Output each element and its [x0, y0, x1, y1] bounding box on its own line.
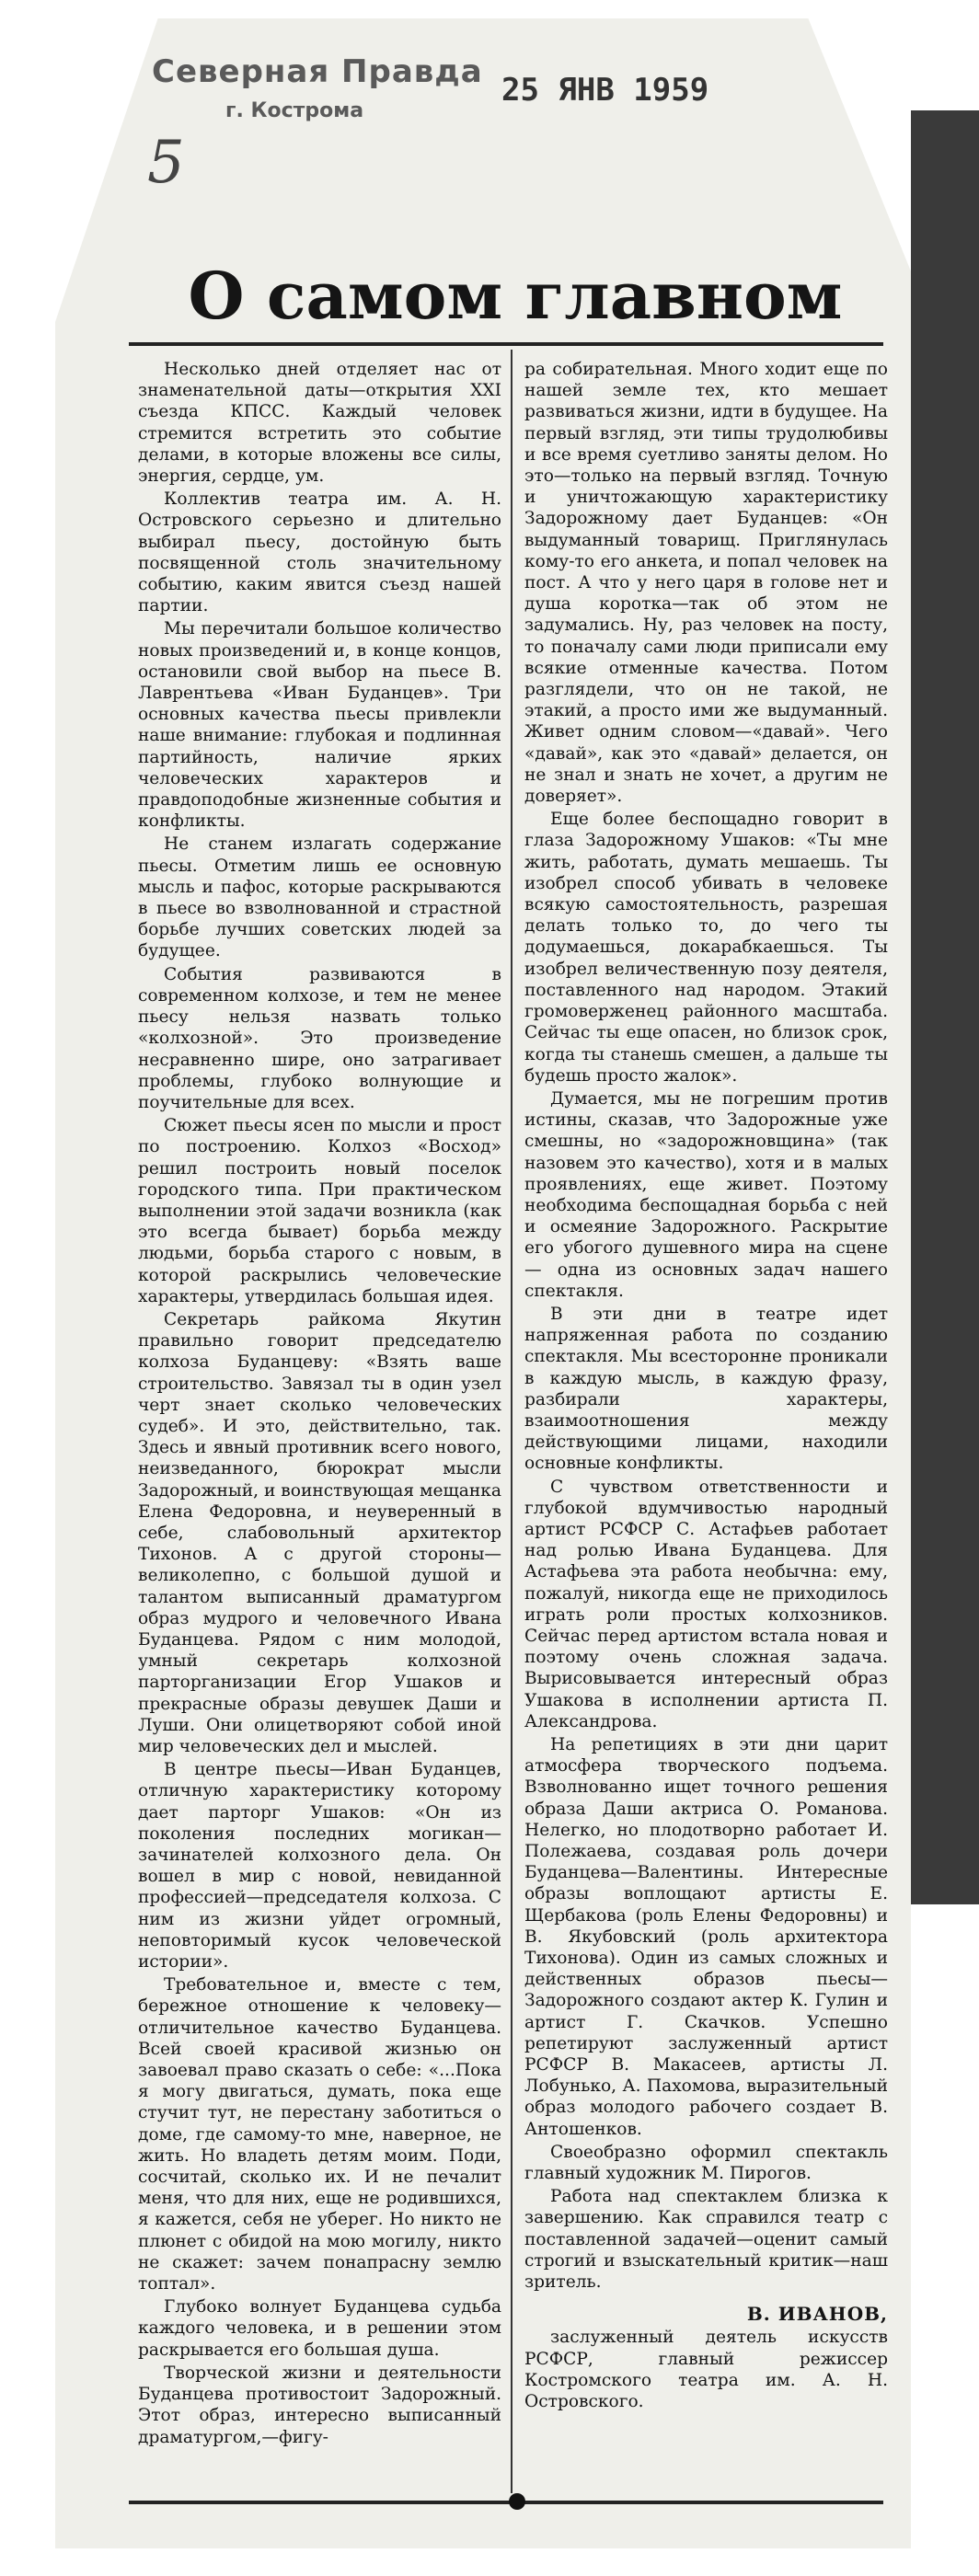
paragraph: Думается, мы не погрешим против истины, сказав, что Задорожные уже смешны, но «задорожновщина» (так назовем это качество), хотя и в малых проявлениях, еще живет. Поэтому необходима беспощадная борьба с ней и осмеяние Задорожного. Раскрытие его убогого душевного мира на сцене — одна из основных задач нашего спектакля.	[524, 1088, 888, 1301]
paragraph: С чувством ответственности и глубокой вдумчивостью народный артист РСФСР С. Астафьев работает над ролью Ивана Буданцева. Для Астафьева эта работа необычна: ему, пожалуй, никогда еще не приходилось играть роли простых колхозников. Сейчас перед артистом встала новая и поэтому очень сложная задача. Вырисовывается интересный образ Ушакова в исполнении артиста П. Александрова.	[524, 1477, 888, 1731]
title-rule	[129, 342, 883, 346]
background-shadow	[911, 110, 979, 1904]
newspaper-name-stamp: Северная Правда	[152, 53, 483, 90]
author-description: заслуженный деятель искусств РСФСР, главный режиссер Костромского театра им. А. Н. Островского.	[524, 2328, 888, 2412]
footer-rule	[129, 2501, 883, 2504]
paragraph: Коллектив театра им. А. Н. Островского серьезно и длительно выбирал пьесу, достойную быть посвященной столь значительному событию, каким явится съезд нашей партии.	[138, 489, 501, 616]
paragraph: Несколько дней отделяет нас от знаменательной даты—открытия XXI съезда КПСС. Каждый человек стремится встретить это событие делами, в которые вложены все силы, энергия, сердце, ум.	[138, 360, 501, 487]
article-title: О самом главном	[188, 258, 843, 334]
city-stamp: г. Кострома	[225, 99, 364, 122]
paragraph: На репетициях в эти дни царит атмосфера творческого подъема. Взволнованно ищет точного решения образа Даши актриса О. Романова. Нелегко, но плодотворно работает И. Полежаева, создавая роль дочери Буданцева—Валентины. Интересные образы воплощают артисты Е. Щербакова (роль Елены Федоровны) и В. Якубовский (роль архитектора Тихонова). Один из самых сложных и действенных образов пьесы—Задорожного создают актер К. Гулин и артист Г. Скачков. Успешно репетируют заслуженный артист РСФСР В. Макасеев, артисты Л. Лобунько, А. Пахомова, выразительный образ молодого рабочего создает В. Антошенков.	[524, 1735, 888, 2139]
author-name: В. ИВАНОВ,	[746, 2303, 888, 2326]
paragraph: Секретарь райкома Якутин правильно говорит председателю колхоза Буданцеву: «Взять ваше строительство. Завязал ты в один узел черт знает сколько человеческих судеб». И это, действительно, так. Здесь и явный противник всего нового, неизведанного, бюрократ мысли Задорожный, и воинствующая мещанка Елена Федоровна, и неуверенный в себе, слабовольный архитектор Тихонов. А с другой стороны—великолепно, с большой душой и талантом выписанный драматургом образ мудрого и человечного Ивана Буданцева. Рядом с ним молодой, умный секретарь колхозной парторганизации Егор Ушаков и прекрасные образы девушек Даши и Луши. Они олицетворяют собой иной мир человеческих дел и мыслей.	[138, 1309, 501, 1756]
handwritten-mark: 5	[147, 129, 185, 197]
clipping-header	[138, 46, 856, 147]
paragraph: События развиваются в современном колхозе, и тем не менее пьесу нельзя назвать только «колхозной». Это произведение несравненно шире, оно затрагивает проблемы, глубоко волнующие и поучительные для всех.	[138, 964, 501, 1112]
date-stamp: 25 ЯНВ 1959	[501, 72, 709, 109]
paragraph: Требовательное и, вместе с тем, бережное отношение к человеку—отличительное качество Буданцева. Всей своей красивой жизнью он завоевал право сказать о себе: «...Пока я могу двигаться, думать, пока еще стучит тут, не перестану заботиться о доме, где самому-то мне, наверное, не жить. Но владеть детям моим. Поди, сосчитай, сколько их. И не печалит меня, что для них, еще не родившихся, я кажется, себя не уберег. Но никто не плюнет с обидой на мою могилу, никто не скажет: зачем понапрасну землю топтал».	[138, 1975, 501, 2294]
footer-ornament-icon	[509, 2493, 525, 2510]
article-column-left	[138, 359, 501, 2450]
paragraph: Не станем излагать содержание пьесы. Отметим лишь ее основную мысль и пафос, которые раскрываются в пьесе во взволнованной и страстной борьбе лучших советских людей за будущее.	[138, 834, 501, 961]
paragraph: Своеобразно оформил спектакль главный художник М. Пирогов.	[524, 2142, 888, 2184]
article-column-right	[524, 359, 888, 2414]
column-divider	[511, 350, 513, 2493]
paragraph: Мы перечитали большое количество новых произведений и, в конце концов, остановили свой выбор на пьесе В. Лаврентьева «Иван Буданцев». Три основных качества пьесы привлекли наше внимание: глубокая и подлинная партийность, наличие ярких человеческих характеров и правдоподобные жизненные события и конфликты.	[138, 619, 501, 832]
paragraph: В эти дни в театре идет напряженная работа по созданию спектакля. Мы всесторонне проникали в каждую мысль, в каждую фразу, разбирали характеры, взаимоотношения между действующими лицами, находили основные конфликты.	[524, 1304, 888, 1474]
paragraph: ра собирательная. Много ходит еще по нашей земле тех, кто мешает развиваться жизни, идти в будущее. На первый взгляд, эти типы трудолюбивы и все время суетливо заняты делом. Но это—только на первый взгляд. Точную и уничтожающую характеристику Задорожному дает Буданцев: «Он выдуманный товарищ. Приглянулась кому-то его анкета, и попал человек на пост. А что у него царя в голове нет и душа коротка—так об этом не задумались. Ну, раз человек на посту, то поначалу сами люди приписали ему всякие отменные качества. Потом разглядели, что он не такой, не этакий, а просто ими же выдуманный. Живет одним словом—«давай». Чего «давай», как это «давай» делается, он не знал и знать не хочет, а другим не доверяет».	[524, 360, 888, 807]
paragraph: Работа над спектаклем близка к завершению. Как справился театр с поставленной задачей—оценит самый строгий и взыскательный критик—наш зритель.	[524, 2187, 888, 2293]
paragraph: Еще более беспощадно говорит в глаза Задорожному Ушаков: «Ты мне жить, работать, думать мешаешь. Ты изобрел способ убивать в человеке всякую самостоятельность, разрешая делать только то, до чего ты додумаешься, докарабкаешься. Ты изобрел величественную позу деятеля, поставленного над народом. Этакий громоверженец районного масштаба. Сейчас ты еще опасен, но близок срок, когда ты станешь смешен, а дальше ты будешь просто жалок».	[524, 810, 888, 1086]
paragraph: Глубоко волнует Буданцева судьба каждого человека, и в решении этом раскрывается его большая душа.	[138, 2297, 501, 2360]
paragraph: Сюжет пьесы ясен по мысли и прост по построению. Колхоз «Восход» решил построить новый поселок городского типа. При практическом выполнении этой задачи возникла (как это всегда бывает) борьба между людьми, борьба старого с новым, в которой раскрылись человеческие характеры, утвердилась большая идея.	[138, 1116, 501, 1306]
paragraph: В центре пьесы—Иван Буданцев, отличную характеристику которому дает парторг Ушаков: «Он из поколения последних могикан—зачинателей колхозного дела. Он вошел в мир с новой, невиданной профессией—председателя колхоза. С ним из жизни уйдет огромный, неповторимый кусок человеческой истории».	[138, 1760, 501, 1972]
paragraph: Творческой жизни и деятельности Буданцева противостоит Задорожный. Этот образ, интересно выписанный драматургом,—фигу-	[138, 2363, 501, 2447]
